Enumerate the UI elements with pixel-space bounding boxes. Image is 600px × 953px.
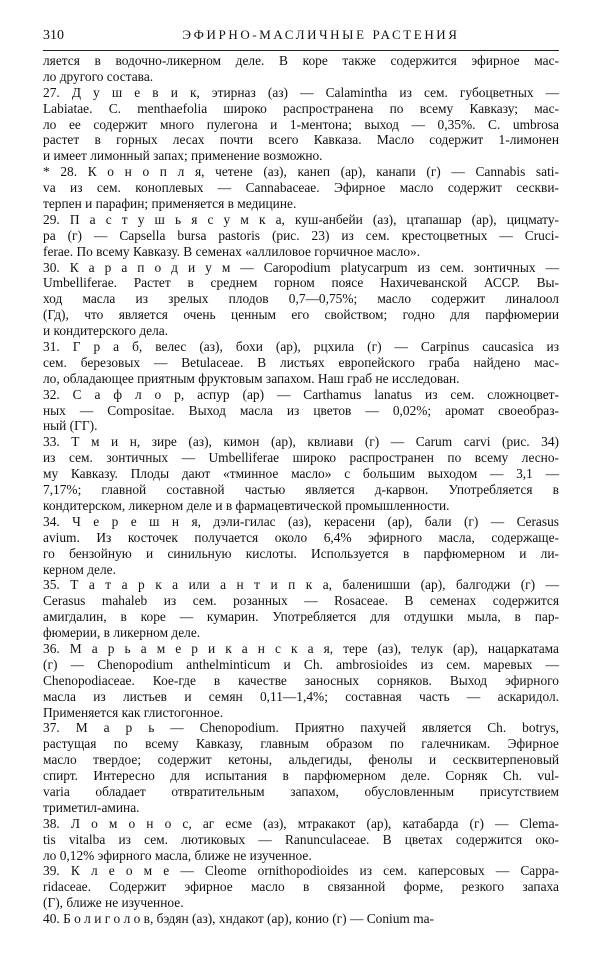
text-line: 32. С а ф л о р, аспур (ар) — Carthamus lanatus из сем. сложноцвет-	[43, 386, 559, 402]
paragraph	[43, 577, 559, 641]
text-line: 27. Д у ш е в и к, этирназ (аз) — Calamintha из сем. губоцветных —	[43, 84, 559, 100]
text-line: (г) — Chenopodium anthelminticum и Ch. ambrosioides из сем. маревых —	[43, 656, 559, 672]
text-line: (Г), ближе не изученное.	[43, 895, 184, 911]
text-line: Применяется как глистогонное.	[43, 704, 224, 720]
running-header	[43, 27, 559, 47]
text-line: varia обладает отвратительным запахом, обусловленным присутствием	[43, 783, 559, 799]
text-line: Chenopodiaceae. Кое-где в качестве заносных сорняков. Выход эфирного	[43, 672, 559, 688]
text-line: му Кавказу. Плоды дают «тминное масло» с большим выходом — 3,1 —	[43, 466, 559, 482]
page-number: 310	[43, 28, 64, 43]
text-line: ло, обладающее приятным фруктовым запахом. Наш граб не исследован.	[43, 370, 460, 386]
text-line: и имеет лимонный запах; применение возможно.	[43, 148, 323, 164]
text-line: tis vitalba из сем. лютиковых — Ranunculaceae. В цветах содержится око-	[43, 831, 559, 847]
header-rule	[43, 50, 559, 51]
text-line: спирт. Интересно для испытания в парфюмерном деле. Сорняк Ch. vul-	[43, 768, 559, 784]
text-line: Cerasus mahaleb из сем. розанных — Rosaceae. В семенах содержится	[43, 593, 559, 609]
paragraph	[43, 387, 559, 435]
article-body	[43, 53, 559, 927]
text-line: сем. березовых — Betulaceae. В листьях европейского граба найдено мас-	[43, 354, 559, 370]
text-line: 36. М а р ь а м е р и к а н с к а я, тере (аз), телук (ар), нацаркатама	[43, 640, 559, 656]
text-line: 38. Л о м о н о с, аг есме (аз), мтракакот (ар), катабарда (г) — Clema-	[43, 815, 559, 831]
text-line: 33. Т м и н, зире (аз), кимон (ар), квлиави (г) — Carum carvi (рис. 34)	[43, 434, 559, 450]
paragraph	[43, 85, 559, 164]
text-line: avium. Из косточек получается около 6,4% эфирного масла, содержаще-	[43, 529, 559, 545]
text-line: фюмерии, в ликерном деле.	[43, 625, 201, 641]
page	[43, 27, 559, 927]
text-line: ло 0,12% эфирного масла, ближе не изученное.	[43, 847, 312, 863]
paragraph	[43, 816, 559, 864]
paragraph	[43, 911, 559, 927]
paragraph	[43, 863, 559, 911]
text-line: масло твердое; содержит кетоны, альдегиды, фенолы и сесквитерпеновый	[43, 752, 559, 768]
text-line: амигдалин, в коре — кумарин. Употребляется для отдушки мыла, в пар-	[43, 609, 559, 625]
text-line: 29. П а с т у ш ь я с у м к а, куш-анбейи (аз), цтапашар (ар), цицмату-	[43, 211, 559, 227]
paragraph	[43, 720, 559, 815]
text-line: из сем. зонтичных — Umbelliferae широко распространен по всему лесно-	[43, 450, 559, 466]
text-line: va из сем. коноплевых — Cannabaceae. Эфирное масло содержит сескви-	[43, 180, 559, 196]
text-line: 31. Г р а б, велес (аз), бохи (ар), рцхила (г) — Carpinus caucasica из	[43, 339, 559, 355]
text-line: 40. Б о л и г о л о в, бэдян (аз), хндакот (ар), конио (г) — Conium ma-	[43, 911, 435, 927]
paragraph	[43, 434, 559, 513]
text-line: триметил-амина.	[43, 799, 140, 815]
text-line: терпен и парафин; применяется в медицине.	[43, 196, 297, 212]
text-line: керном деле.	[43, 561, 116, 577]
text-line: ных — Compositae. Выход масла из цветов — 0,02%; аромат своеобраз-	[43, 402, 559, 418]
text-line: ло ее содержит много пулегона и 1-ментона; выход — 0,35%. C. umbrosa	[43, 116, 559, 132]
text-line: масла из листьев и семян 0,11—1,4%; составная часть — аскаридол.	[43, 688, 559, 704]
text-line: ход масла из зрелых плодов 0,7—0,75%; масло содержит линалоол	[43, 291, 559, 307]
text-line: ло другого состава.	[43, 68, 154, 84]
text-line: ляется в водочно-ликерном деле. В коре также содержится эфирное мас-	[43, 53, 559, 68]
paragraph	[43, 164, 559, 212]
paragraph	[43, 339, 559, 387]
text-line: 34. Ч е р е ш н я, дэли-гилас (аз), керасени (ар), бали (г) — Cerasus	[43, 513, 559, 529]
paragraph	[43, 641, 559, 720]
text-line: * 28. К о н о п л я, четене (аз), канеп (ар), канапи (г) — Cannabis sati-	[43, 164, 559, 180]
paragraph	[43, 260, 559, 339]
text-line: 37. М а р ь — Chenopodium. Приятно пахучей является Ch. botrys,	[43, 720, 559, 736]
text-line: Umbelliferae. Растет в среднем горном поясе Нахичеванской АССР. Вы-	[43, 275, 559, 291]
text-line: ferae. По всему Кавказу. В семенах «аллиловое горчичное масло».	[43, 243, 421, 259]
text-line: ра (г) — Capsella bursa pastoris (рис. 23) из сем. крестоцветных — Cruci-	[43, 227, 559, 243]
text-line: растет в горных лесах почти всего Кавказа. Масло содержит 1-лимонен	[43, 132, 559, 148]
paragraph	[43, 212, 559, 260]
text-line: 39. К л е о м е — Cleome ornithopodioides из сем. каперсовых — Cappa-	[43, 863, 559, 879]
text-line: Labiatae. C. menthaefolia широко распространена по всему Кавказу; мас-	[43, 100, 559, 116]
text-line: и кондитерского дела.	[43, 323, 169, 339]
running-title: ЭФИРНО-МАСЛИЧНЫЕ РАСТЕНИЯ	[182, 27, 460, 42]
text-line: растущая по всему Кавказу, главным образом по галечникам. Эфирное	[43, 736, 559, 752]
text-line: ridaceae. Содержит эфирное масло в связанной форме, резкого запаха	[43, 879, 559, 895]
text-line: ный (ГГ).	[43, 418, 98, 434]
text-line: го бензойную и синильную кислоты. Используется в парфюмерном и ли-	[43, 545, 559, 561]
paragraph	[43, 53, 559, 85]
text-line: 35. Т а т а р к а или а н т и п к а, баленишши (ар), балгоджи (г) —	[43, 577, 559, 593]
text-line: кондитерском, ликерном деле и в фармацевтической промышленности.	[43, 497, 450, 513]
paragraph	[43, 514, 559, 578]
text-line: (Гд), что является очень ценным его свойством; годно для парфюмерии	[43, 307, 559, 323]
text-line: 7,17%; главной составной частью является д-карвон. Употребляется в	[43, 482, 559, 498]
text-line: 30. К а р а п о д и у м — Caropodium platycarpum из сем. зонтичных —	[43, 259, 559, 275]
